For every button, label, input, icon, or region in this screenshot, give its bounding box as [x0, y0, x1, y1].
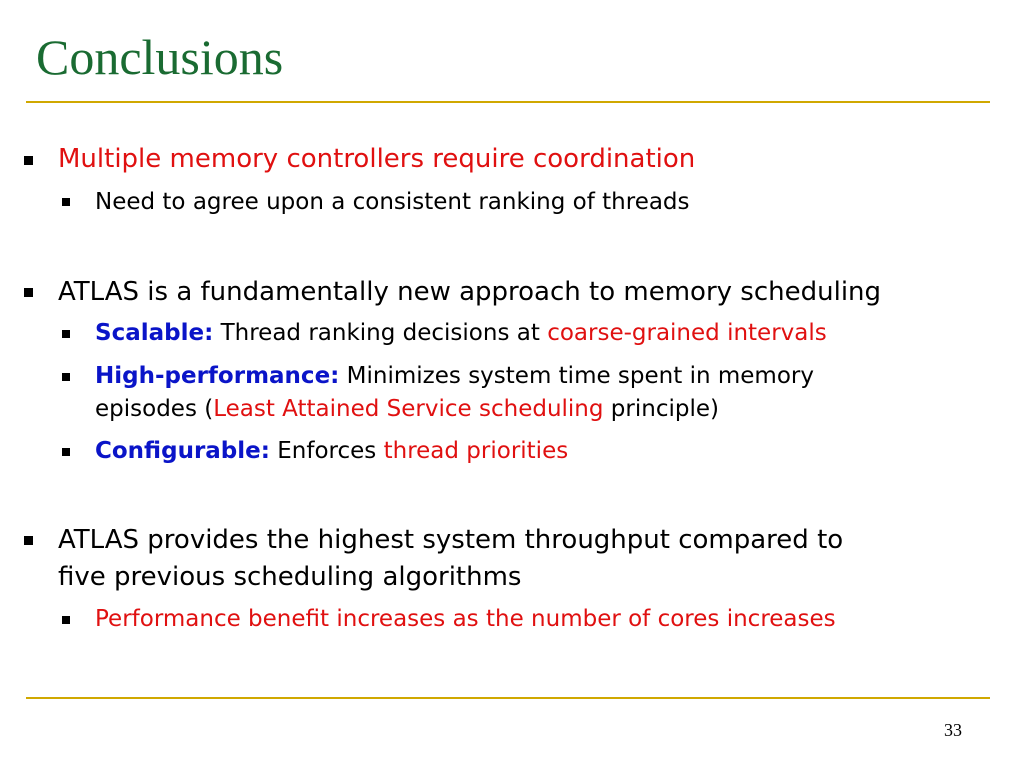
scalable-label: Scalable:: [95, 320, 214, 346]
footer-divider: [26, 697, 990, 699]
sub-bullet-performance-benefit: Performance benefit increases as the number of cores increases: [95, 606, 836, 632]
high-performance-highlight: Least Attained Service scheduling: [213, 396, 604, 422]
sub-bullet-marker: [62, 330, 70, 338]
bullet-coordination: Multiple memory controllers require coordination: [58, 144, 696, 174]
configurable-highlight: thread priorities: [383, 438, 569, 464]
high-performance-text-line2-post: principle): [603, 396, 719, 422]
bullet-marker: [24, 288, 33, 297]
sub-bullet-marker: [62, 373, 70, 381]
sub-bullet-consistent-ranking: Need to agree upon a consistent ranking of threads: [95, 189, 690, 215]
bullet-throughput-line1: ATLAS provides the highest system throughput compared to: [58, 525, 844, 555]
sub-bullet-marker: [62, 616, 70, 624]
sub-bullet-marker: [62, 198, 70, 206]
bullet-marker: [24, 156, 33, 165]
scalable-highlight: coarse-grained intervals: [547, 320, 827, 346]
bullet-atlas-approach: ATLAS is a fundamentally new approach to memory scheduling: [58, 277, 882, 307]
configurable-text: Enforces: [269, 438, 384, 464]
sub-bullet-scalable: [95, 317, 995, 349]
bullet-marker: [24, 536, 33, 545]
sub-bullet-marker: [62, 448, 70, 456]
sub-bullet-configurable: [95, 435, 995, 467]
high-performance-label: High-performance:: [95, 363, 340, 389]
page-number: 33: [944, 720, 962, 740]
scalable-text: Thread ranking decisions at: [213, 320, 548, 346]
slide-title: Conclusions: [36, 29, 284, 85]
sub-bullet-high-performance-cont: [95, 393, 995, 425]
configurable-label: Configurable:: [95, 438, 270, 464]
bullet-throughput-line2: five previous scheduling algorithms: [58, 562, 522, 592]
high-performance-text-line2-pre: episodes (: [95, 396, 214, 422]
high-performance-text-line1: Minimizes system time spent in memory: [339, 363, 814, 389]
sub-bullet-high-performance: [95, 360, 995, 392]
